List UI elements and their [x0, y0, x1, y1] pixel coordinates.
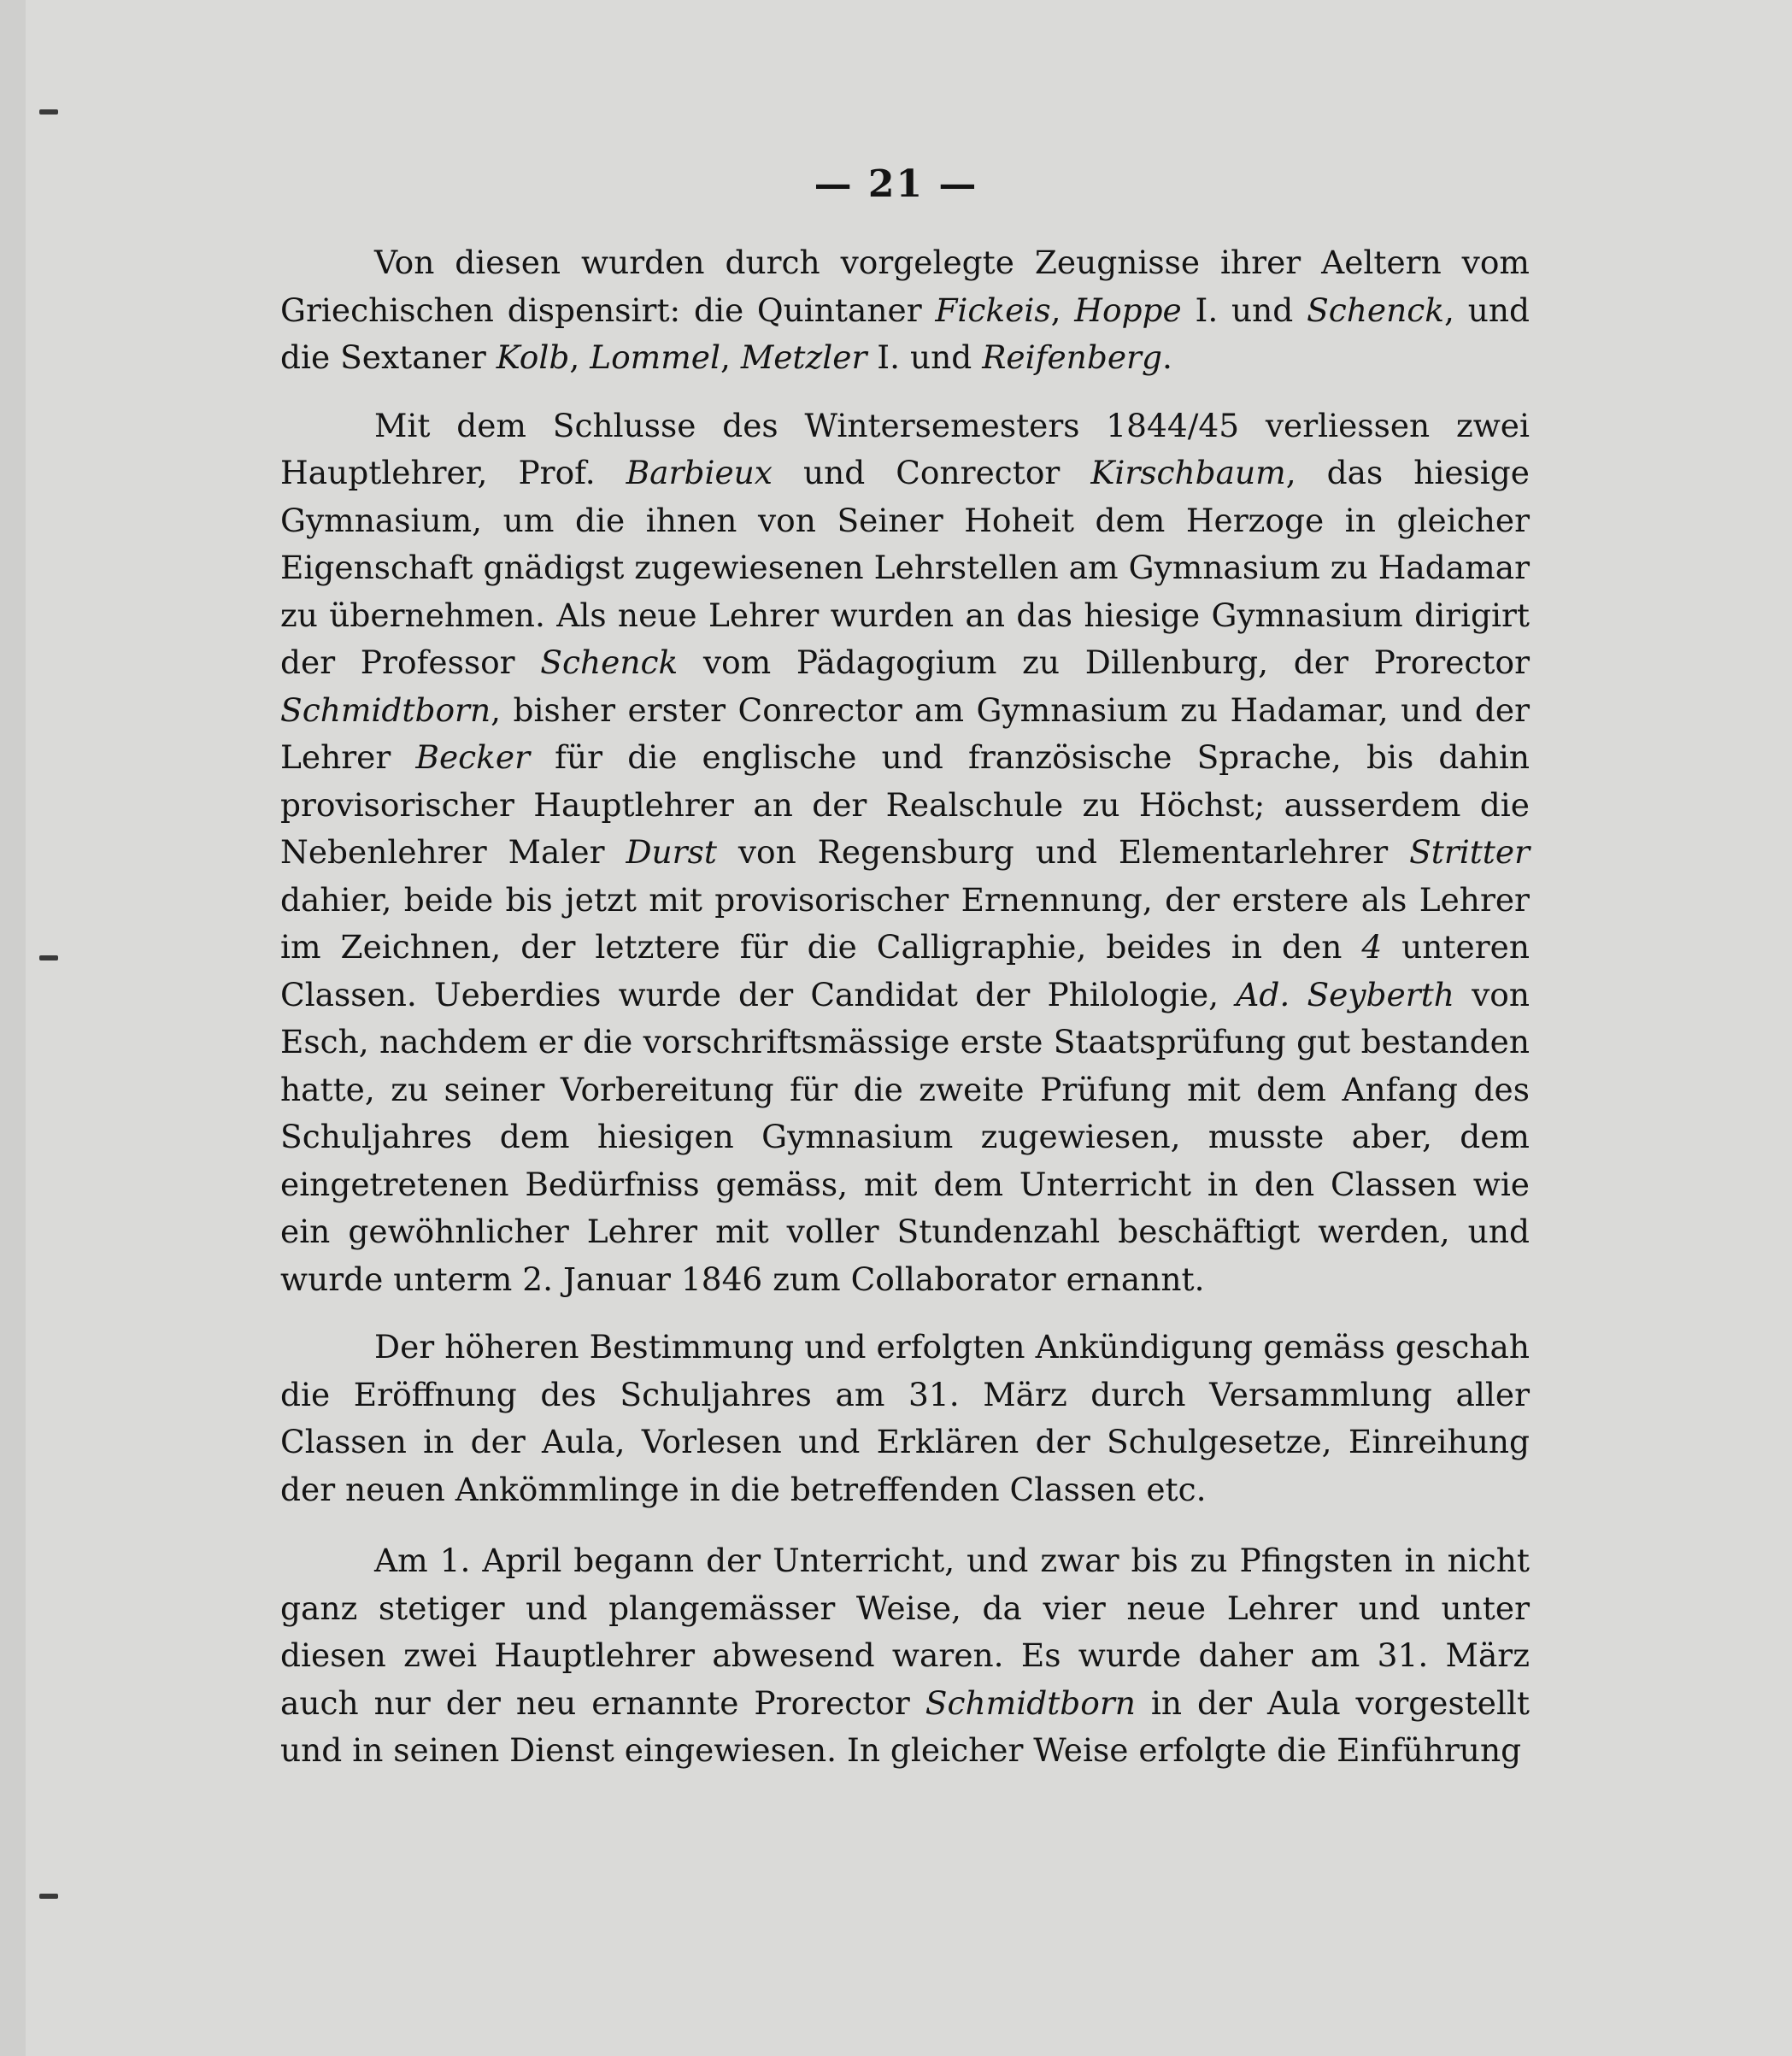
body-text — [280, 239, 1530, 1775]
name-run: Becker — [415, 738, 531, 776]
name-run: Reifenberg — [982, 338, 1162, 376]
text-run: , — [1050, 291, 1075, 329]
text-run: unteren Classen. Ueberdies wurde der Candidat der Philologie, — [280, 928, 1530, 1013]
name-run: Schmidtborn — [925, 1683, 1136, 1722]
text-run: von Regensburg und Elementarlehrer — [716, 833, 1410, 871]
text-run: und Conrector — [772, 454, 1091, 491]
spine-mark — [39, 955, 58, 960]
name-run: Metzler — [740, 338, 867, 376]
paragraph-2 — [280, 402, 1530, 1304]
name-run: Ad. Seyberth — [1236, 975, 1454, 1013]
name-run: 4 — [1361, 928, 1383, 966]
name-run: Stritter — [1409, 833, 1530, 871]
name-run: Kirschbaum — [1090, 454, 1286, 491]
text-run: vom Pädagogium zu Dillenburg, der Prorector — [678, 643, 1530, 681]
text-run: I. und — [867, 338, 983, 376]
text-run: . — [1161, 338, 1172, 376]
paragraph-3 — [280, 1324, 1530, 1513]
text-run: , bisher erster Conrector am Gymnasium zu Hadamar, und der Lehrer — [280, 690, 1530, 776]
text-run: Mit dem Schlusse des Wintersemesters 1844/45 verliessen zwei Hauptlehrer, Prof. — [280, 406, 1530, 491]
text-run: , das hiesige Gymnasium, um die ihnen von Seiner Hoheit dem Herzoge in gleicher Eigenschaft gnädigst zugewiesenen Lehrstellen am Gymnasium zu Hadamar zu übernehmen. Als neue Lehrer wurden an das hiesige Gymnasium dirigirt der Professor — [280, 454, 1530, 681]
spine-mark — [39, 109, 58, 115]
name-run: Hoppe — [1074, 291, 1182, 329]
page-number: — 21 — — [814, 162, 978, 206]
text-run: Von diesen wurden durch vorgelegte Zeugnisse ihrer Aeltern vom Griechischen dispensirt: die Quintaner — [280, 244, 1530, 329]
text-run: , und die Sextaner — [280, 291, 1531, 376]
text-run: in der Aula vorgestellt und in seinen Dienst eingewiesen. In gleicher Weise erfolgte die Einführung — [280, 1683, 1531, 1769]
name-run: Durst — [626, 833, 717, 871]
name-run: Barbieux — [626, 454, 773, 491]
text-run: , — [569, 338, 590, 376]
text-run: für die englische und französische Sprache, bis dahin provisorischer Hauptlehrer an der Realschule zu Höchst; ausserdem die Nebenlehrer Maler — [280, 738, 1530, 871]
name-run: Schenck — [540, 643, 679, 681]
name-run: Schenck — [1307, 291, 1445, 329]
text-run: dahier, beide bis jetzt mit provisorischer Ernennung, der erstere als Lehrer im Zeichnen, der letztere für die Calligraphie, beides in den — [280, 880, 1530, 966]
paragraph-1 — [280, 239, 1530, 382]
text-run: I. und — [1181, 291, 1307, 329]
name-run: Kolb — [496, 338, 570, 376]
page-spine — [0, 0, 26, 2056]
text-run: Der höheren Bestimmung und erfolgten Ankündigung gemäss geschah die Eröffnung des Schuljahres am 31. März durch Versammlung aller Classen in der Aula, Vorlesen und Erklären der Schulgesetze, Einreihung der neuen Ankömmlinge in die betreffenden Classen etc. — [280, 1328, 1530, 1508]
name-run: Lommel — [590, 338, 720, 376]
text-run: , — [720, 338, 741, 376]
paragraph-4 — [280, 1537, 1530, 1775]
name-run: Fickeis — [935, 291, 1051, 329]
spine-mark — [39, 1894, 58, 1899]
text-run: Am 1. April begann der Unterricht, und zwar bis zu Pfingsten in nicht ganz stetiger und plangemässer Weise, da vier neue Lehrer und unter diesen zwei Hauptlehrer abwesend waren. Es wurde daher am 31. März auch nur der neu ernannte Prorector — [280, 1542, 1530, 1722]
text-run: von Esch, nachdem er die vorschriftsmässige erste Staatsprüfung gut bestanden hatte, zu seiner Vorbereitung für die zweite Prüfung mit dem Anfang des Schuljahres dem hiesigen Gymnasium zugewiesen, musste aber, dem eingetretenen Bedürfniss gemäss, mit dem Unterricht in den Classen wie ein gewöhnlicher Lehrer mit voller Stundenzahl beschäftigt werden, und wurde unterm 2. Januar 1846 zum Collaborator ernannt. — [280, 975, 1530, 1298]
name-run: Schmidtborn — [280, 690, 491, 729]
